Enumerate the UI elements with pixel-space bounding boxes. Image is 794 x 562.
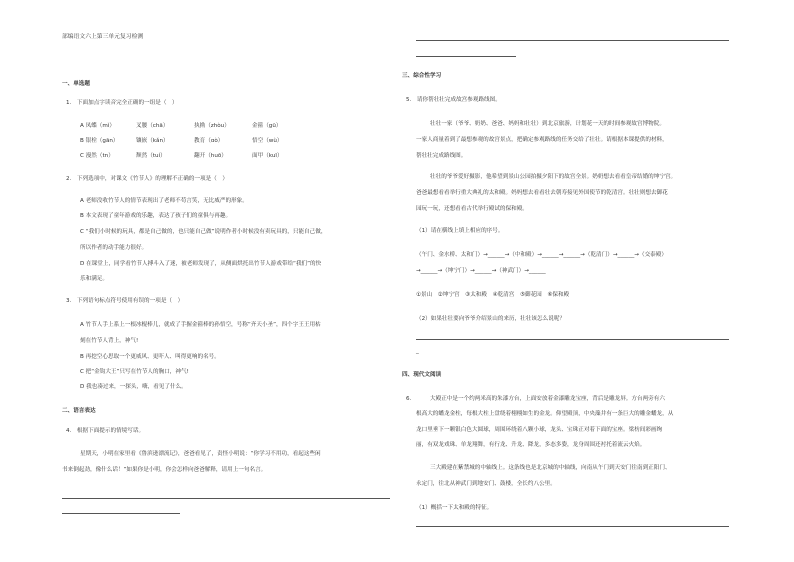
question-2-stem: 2. 下列选项中，对课文《竹节人》的理解不正确的一项是（ ）	[66, 176, 228, 182]
dash-mark: _	[416, 348, 419, 354]
q4-prompt-line2: 书来倒起劲，像什么话！”如果你是小明，你会怎样向爸爸解释，请用上一句名言。	[62, 467, 267, 473]
answer-line[interactable]	[62, 498, 390, 499]
q1-option-a: A 凤蝶（mì） 叉腰（chā） 执拗（zhòu） 金箍（gū）	[80, 123, 282, 129]
q5-route-line2: →______→（坤宁门）→______→（神武门）→______	[416, 268, 546, 274]
q2-option-c-line1: C “我们小时候的玩具，都是自己做的，也只能自己做”说明作者小时候没有卖玩具的，只能自己做，	[80, 229, 327, 235]
q6-para1-line1: 大殿正中是一个约两米高的朱漆方台，上面安放着金漆雕龙宝座，背后是雕龙屏。方台两旁有六	[430, 396, 665, 402]
q6-para1-line2: 根高大的蟠龙金柱，每根大柱上盘绕着栩栩如生的金龙。仰望殿顶，中央藻井有一条巨大的雕金蟠龙，从	[416, 411, 674, 417]
question-1-stem: 1. 下面加点字读音完全正确的一组是（ ）	[66, 100, 178, 106]
q2-option-d-line1: D 在课堂上，同学看竹节人搏斗入了迷，被老师发现了，从侧面烘托出竹节人游戏带给“我们”的快	[80, 261, 322, 267]
q5-para2-line3: 园玩一玩，还想看看古代举行殿试的保和殿。	[416, 206, 528, 212]
q5-para1-line3: 帮壮壮完成路线图。	[416, 153, 467, 159]
q5-choices: ①景山 ②坤宁宫 ③太和殿 ④乾清宫 ⑤御花园 ⑥保和殿	[416, 292, 570, 298]
q5-sub2: （2）如果壮壮要向爷爷介绍景山的来历，壮壮该怎么说呢？	[416, 316, 565, 322]
section-2-title: 二、语言表达	[62, 408, 96, 414]
q2-option-b: B 本文表现了童年游戏的乐趣，表达了孩子们的童俱与再趣。	[80, 213, 232, 219]
q5-sub1: （1）请在横线上填上相应的序号。	[416, 228, 504, 234]
q3-option-b: B 再挖空心思取一个更威风、更吓人、叫得更响的名号。	[80, 354, 220, 360]
q6-sub1: （1）概括一下太和殿的特征。	[416, 505, 493, 511]
q6-para1-line3: 龙口里垂下一颗银白色大圆球，周围环绕着八颗小球，龙头、宝珠正对着下面的宝座。梁枋间彩画绚	[416, 427, 663, 433]
q3-option-c: C 把“金钩大王”只写在竹节人的胸口，神气!	[80, 369, 189, 375]
q2-option-d-line2: 乐和满足。	[80, 276, 108, 282]
answer-line[interactable]	[416, 339, 729, 340]
answer-line[interactable]	[416, 40, 729, 41]
answer-line[interactable]	[416, 526, 729, 527]
question-5-stem: 5. 请你帮壮壮完成故宫参观路线图。	[406, 97, 501, 103]
q2-option-a: A 老师没收竹节人的情节表现出了老师不苟言笑，无比威严的形象。	[80, 198, 248, 204]
q5-para1-line1: 壮壮一家（爷爷、奶奶、爸爸、妈妈和壮壮）到北京旅游，计划花一天的时间参观故宫博物院。	[430, 121, 665, 127]
section-1-title: 一、单选题	[62, 81, 90, 87]
q5-para1-line2: 一家人商量着到了最想参观的故宫景点，把确定参观路线的任务交给了壮壮。请根据本课提供的材料，	[416, 137, 668, 143]
section-3-title: 三、综合性学习	[402, 73, 442, 79]
q4-prompt-line1: 星期天，小明在家里看《鲁滨逊漂流记》，爸爸看见了，责怪小明说：“你学习不用功，看起这些闲	[80, 451, 321, 457]
question-3-stem: 3. 下列语句标点符号使用有误的一项是（ ）	[66, 298, 184, 304]
q6-para1-line4: 丽，有双龙戏珠、单龙翔舞，有行龙、升龙、降龙，多态多姿，龙身周围还衬托着流云火焰。	[416, 442, 646, 448]
q1-option-b: B 银栓（gān） 镶嵌（kǎn） 教育（ɑò） 悟空（wù）	[80, 138, 283, 144]
q5-para2-line2: 爸爸最想看看举行重大典礼的太和殿。妈妈想去看看壮去朝寿接见外国使节的乾清宫。壮壮则想去御花	[416, 190, 668, 196]
q5-route-line1: （午门、金水桥、太和门）→______→（中和殿）→______→______→（乾清门）→______→（交泰殿）	[416, 252, 667, 258]
q1-option-c: C 漫然（tn） 颓然（tuí） 翻开（huō） 面甲（kuī）	[80, 153, 283, 159]
question-6-number: 6.	[406, 396, 412, 402]
right-column	[402, 0, 732, 562]
q3-option-a-line1: A 竹节人手上系上一根冰棍棒儿，就成了手握金箍棒的孙悟空，号称“齐天小圣”，四个字王王用枯	[80, 322, 321, 328]
question-4-stem: 4. 根据下面提示的情境写话。	[66, 428, 145, 434]
q6-para2-line1: 三大殿建在紫禁城的中轴线上。这条线也是北京城的中轴线，向南从午门到天安门往南到正阳门、	[430, 465, 671, 471]
left-column	[62, 0, 392, 562]
q2-option-c-line2: 所以作者的动手能力很好。	[80, 245, 148, 251]
answer-line-short[interactable]	[416, 56, 516, 57]
q6-para2-line2: 永定门，往北从神武门到地安门、鼓楼，全长约八公里。	[416, 481, 556, 487]
section-4-title: 四、现代文阅读	[402, 372, 442, 378]
answer-line-short[interactable]	[62, 513, 180, 514]
q5-para2-line1: 壮壮的爷爷爱好摄影，他希望到景山公园拍摄夕阳下的故宫全景。奶奶想去看看皇帝结婚的坤宁宫。	[430, 174, 677, 180]
q3-option-a-line2: 刻在竹节人背上，神气!	[80, 338, 139, 344]
q3-option-d: D 我也凑过来，一探头，嗨，看见了什么。	[80, 384, 187, 390]
page-title: 部编语文六上第三单元复习检测	[62, 34, 144, 40]
